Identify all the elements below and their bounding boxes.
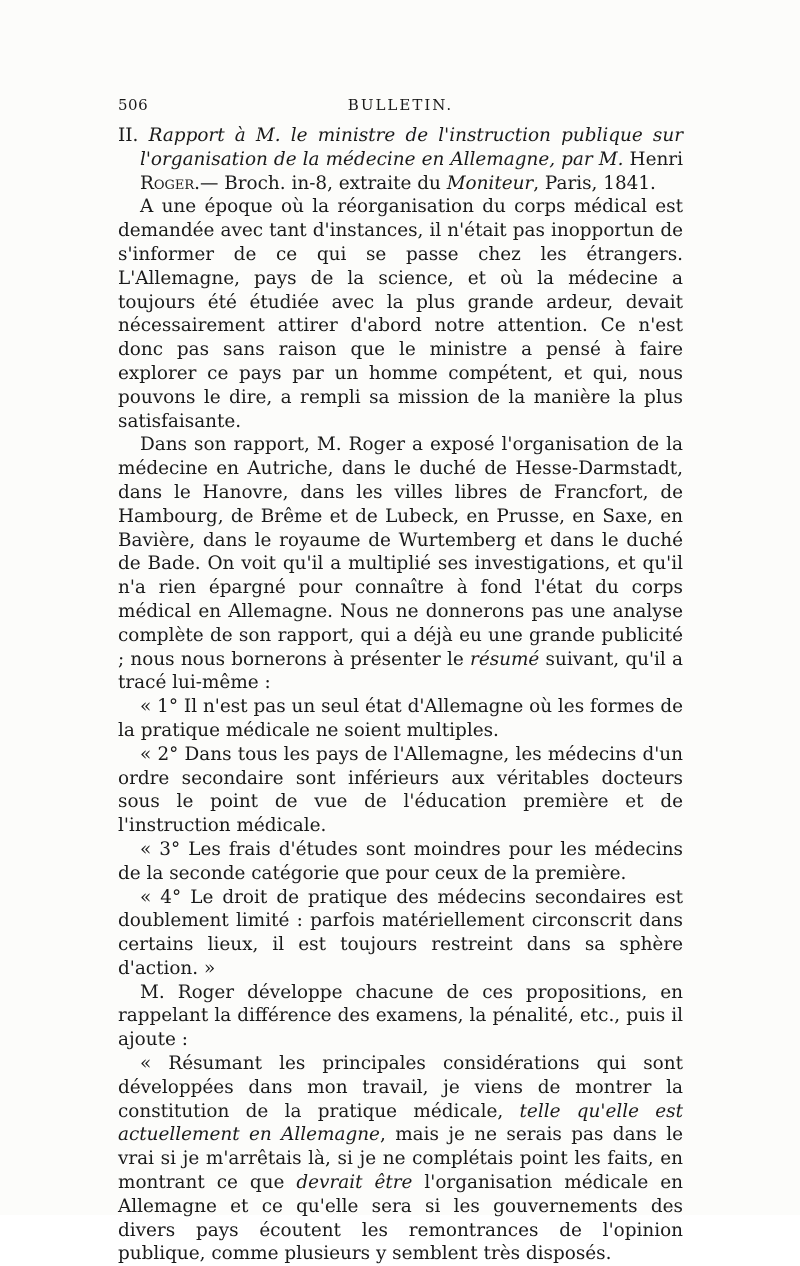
entry-author-last: Roger [140, 172, 195, 194]
paragraph-intro: A une époque où la réorganisation du corps médical est demandée avec tant d'instances, il n'était pas inopportun de s'informer de ce qui se passe chez les étrangers. L'Allemagne, pays de la science, et où la médecine a toujours été étudiée avec la plus grande ardeur, devait nécessairement attirer d'abord notre attention. Ce n'est donc pas sans raison que le ministre a pensé à faire explorer ce pays par un homme compétent, et qui, nous pouvons le dire, a rempli sa mission de la manière la plus satisfaisante. [118, 196, 683, 432]
final-quote-italic-2: devrait être [296, 1172, 413, 1194]
page-header [118, 96, 683, 120]
paragraph-report [118, 433, 683, 695]
page-number: 506 [118, 96, 149, 114]
final-quote-italic-1: telle qu'elle est actuellement en Allemagne [118, 1100, 683, 1146]
page-body [118, 124, 683, 1266]
entry-title: Rapport à M. le ministre de l'instruction publique sur l'organisation de la médecine en Allemagne [140, 125, 683, 170]
paragraph-report-text: Dans son rapport, M. Roger a exposé l'organisation de la médecine en Autriche, dans le duché de Hesse-Darmstadt, dans le Hanovre, dans les villes libres de Francfort, de Hambourg, de Brême et de Lubeck, en Prusse, en Saxe, en Bavière, dans le royaume de Wurtemberg et dans le duché de Bade. On voit qu'il a multiplié ses investigations, et qu'il n'a rien épargné pour connaître à fond l'état du corps médical en Allemagne. Nous ne donnerons pas une analyse complète de son rapport, qui a déjà eu une grande publicité ; nous nous bornerons à présenter le [118, 434, 683, 670]
final-quote-part-3: l'organisation médicale en Allemagne et ce qu'elle sera si les gouvernements des divers pays écoutent les remontrances de l'opinion publique, comme plusieurs y semblent très disposés. [118, 1172, 683, 1265]
final-quote-part-2: , mais je ne serais pas dans le vrai si je m'arrêtais là, si je ne complétais point les faits, en montrant ce que [118, 1124, 683, 1194]
quote-point-3: « 3° Les frais d'études sont moindres pour les médecins de la seconde catégorie que pour ceux de la première. [118, 838, 683, 884]
entry-by: , par M. [549, 148, 624, 170]
paragraph-report-end: suivant, qu'il a tracé lui-même : [118, 648, 683, 694]
bibliographic-entry [118, 124, 683, 195]
paragraph-development: M. Roger développe chacune de ces propositions, en rappelant la différence des examens, la pénalité, etc., puis il ajoute : [118, 981, 683, 1051]
entry-details-2: , Paris, 1841. [533, 172, 656, 194]
resume-italic: résumé [470, 648, 540, 670]
quote-point-2: « 2° Dans tous les pays de l'Allemagne, les médecins d'un ordre secondaire sont inférieurs aux véritables docteurs sous le point de vue de l'éducation première et de l'instruction médicale. [118, 743, 683, 837]
quote-point-1: « 1° Il n'est pas un seul état d'Allemagne où les formes de la pratique médicale ne soient multiples. [118, 696, 683, 741]
entry-journal: Moniteur [446, 172, 534, 194]
entry-numeral: II. [118, 125, 139, 146]
running-title: BULLETIN. [347, 96, 454, 114]
entry-author-first: Henri [629, 148, 683, 170]
final-quote-part-1: « Résumant les principales considérations qui sont développées dans mon travail, je viens de montrer la constitution de la pratique médicale, [118, 1053, 683, 1122]
quote-point-4: « 4° Le droit de pratique des médecins secondaires est doublement limité : parfois matériellement circonscrit dans certains lieux, il est toujours restreint dans sa sphère d'action. » [118, 886, 683, 979]
entry-details-1: .— Broch. in-8, extraite du [194, 172, 441, 194]
final-quote [118, 1052, 683, 1266]
